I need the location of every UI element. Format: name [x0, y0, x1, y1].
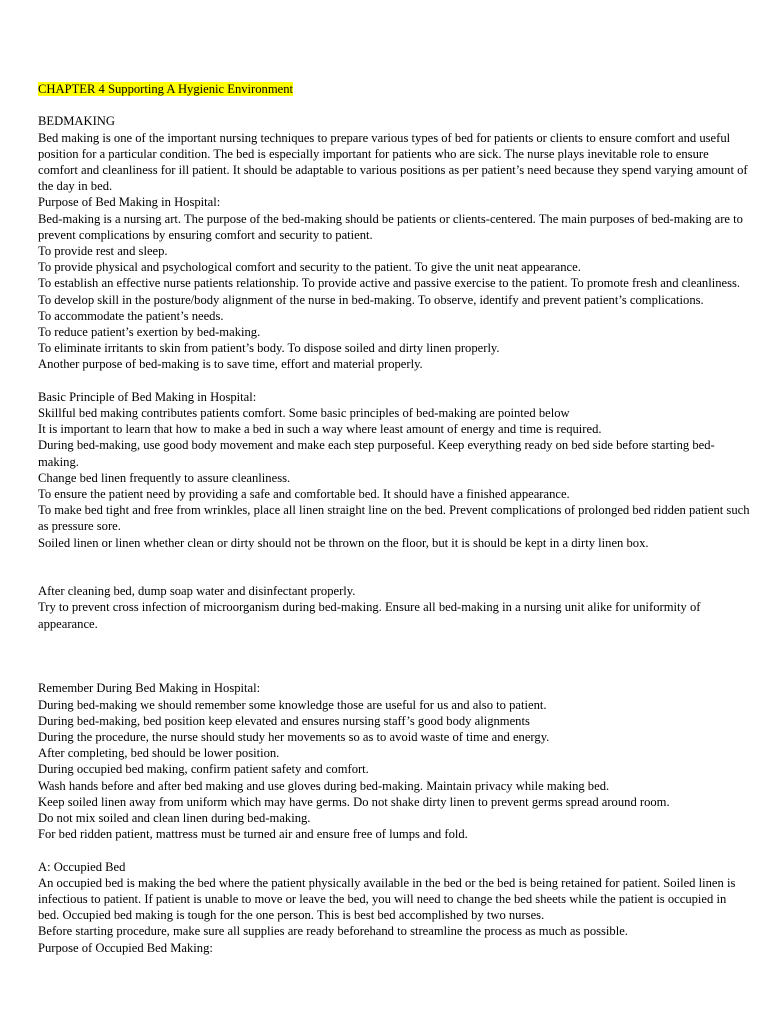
- text-paragraph: Purpose of Occupied Bed Making:: [38, 940, 213, 955]
- text-paragraph: A: Occupied Bed: [38, 859, 126, 874]
- text-paragraph: During bed-making, use good body movement and make each step purposeful. Keep everything ready on bed side before starting bed-making.: [38, 438, 715, 469]
- text-paragraph: Remember During Bed Making in Hospital:: [38, 681, 261, 696]
- text-paragraph: Bed making is one of the important nursing techniques to prepare various types of bed for patients or clients to ensure comfort and useful position for a particular condition. The bed is especially important for patients who are sick. The nurse plays inevitable role to ensure comfort and cleanliness for ill patient. It should be adaptable to various positions as per patient’s need because they spend varying amount of the day in bed.: [38, 130, 748, 194]
- text-paragraph: To reduce patient’s exertion by bed-making.: [38, 325, 261, 340]
- text-paragraph: Wash hands before and after bed making and use gloves during bed-making. Maintain privacy while making bed.: [38, 778, 610, 793]
- text-paragraph: Change bed linen frequently to assure cleanliness.: [38, 470, 291, 485]
- text-paragraph: To eliminate irritants to skin from patient’s body. To dispose soiled and dirty linen properly.: [38, 341, 500, 356]
- text-paragraph: Another purpose of bed-making is to save time, effort and material properly.: [38, 357, 423, 372]
- text-paragraph: Purpose of Bed Making in Hospital:: [38, 195, 221, 210]
- paragraph-gap: [38, 97, 750, 113]
- text-paragraph: After completing, bed should be lower position.: [38, 746, 280, 761]
- text-paragraph: It is important to learn that how to make a bed in such a way where least amount of energy and time is required.: [38, 422, 602, 437]
- text-paragraph: Skillful bed making contributes patients comfort. Some basic principles of bed-making are pointed below: [38, 406, 570, 421]
- document-body: [38, 97, 750, 956]
- text-paragraph: To develop skill in the posture/body alignment of the nurse in bed-making. To observe, identify and prevent patient’s complications.: [38, 292, 704, 307]
- text-paragraph: BEDMAKING: [38, 114, 115, 129]
- text-paragraph: For bed ridden patient, mattress must be turned air and ensure free of lumps and fold.: [38, 827, 468, 842]
- text-paragraph: To provide physical and psychological comfort and security to the patient. To give the unit neat appearance.: [38, 260, 581, 275]
- text-paragraph: Before starting procedure, make sure all supplies are ready beforehand to streamline the process as much as possible.: [38, 924, 628, 939]
- text-paragraph: During bed-making, bed position keep elevated and ensures nursing staff’s good body alignments: [38, 713, 530, 728]
- paragraph-gap: [38, 551, 750, 583]
- text-paragraph: Try to prevent cross infection of microorganism during bed-making. Ensure all bed-making in a nursing unit alike for uniformity of appearance.: [38, 600, 701, 631]
- text-paragraph: Bed-making is a nursing art. The purpose of the bed-making should be patients or clients-centered. The main purposes of bed-making are to prevent complications by ensuring comfort and security to patient.: [38, 211, 743, 242]
- text-paragraph: To make bed tight and free from wrinkles, place all linen straight line on the bed. Prevent complications of prolonged bed ridden patient such as pressure sore.: [38, 503, 750, 534]
- text-paragraph: To provide rest and sleep.: [38, 244, 168, 259]
- text-paragraph: During bed-making we should remember some knowledge those are useful for us and also to patient.: [38, 697, 547, 712]
- paragraph-gap: [38, 373, 750, 389]
- paragraph-gap: [38, 842, 750, 858]
- text-paragraph: Do not mix soiled and clean linen during bed-making.: [38, 811, 311, 826]
- text-paragraph: Basic Principle of Bed Making in Hospital:: [38, 389, 257, 404]
- text-paragraph: Soiled linen or linen whether clean or dirty should not be thrown on the floor, but it is should be kept in a dirty linen box.: [38, 535, 649, 550]
- text-paragraph: To ensure the patient need by providing a safe and comfortable bed. It should have a finished appearance.: [38, 487, 570, 502]
- text-paragraph: To accommodate the patient’s needs.: [38, 308, 224, 323]
- document-page: [38, 81, 750, 956]
- chapter-title-line: [38, 81, 750, 97]
- text-paragraph: During occupied bed making, confirm patient safety and comfort.: [38, 762, 369, 777]
- text-paragraph: During the procedure, the nurse should study her movements so as to avoid waste of time and energy.: [38, 730, 550, 745]
- chapter-title: CHAPTER 4 Supporting A Hygienic Environment: [38, 82, 294, 96]
- text-paragraph: After cleaning bed, dump soap water and disinfectant properly.: [38, 584, 356, 599]
- text-paragraph: To establish an effective nurse patients relationship. To provide active and passive exercise to the patient. To promote fresh and cleanliness.: [38, 276, 741, 291]
- text-paragraph: An occupied bed is making the bed where the patient physically available in the bed or the bed is being retained for patient. Soiled linen is infectious to patient. If patient is unable to move or leave the bed, you will need to change the bed sheets while the patient is occupied in bed. Occupied bed making is tough for the one person. This is best bed accomplished by two nurses.: [38, 875, 736, 923]
- text-paragraph: Keep soiled linen away from uniform which may have germs. Do not shake dirty linen to prevent germs spread around room.: [38, 794, 670, 809]
- paragraph-gap: [38, 632, 750, 681]
